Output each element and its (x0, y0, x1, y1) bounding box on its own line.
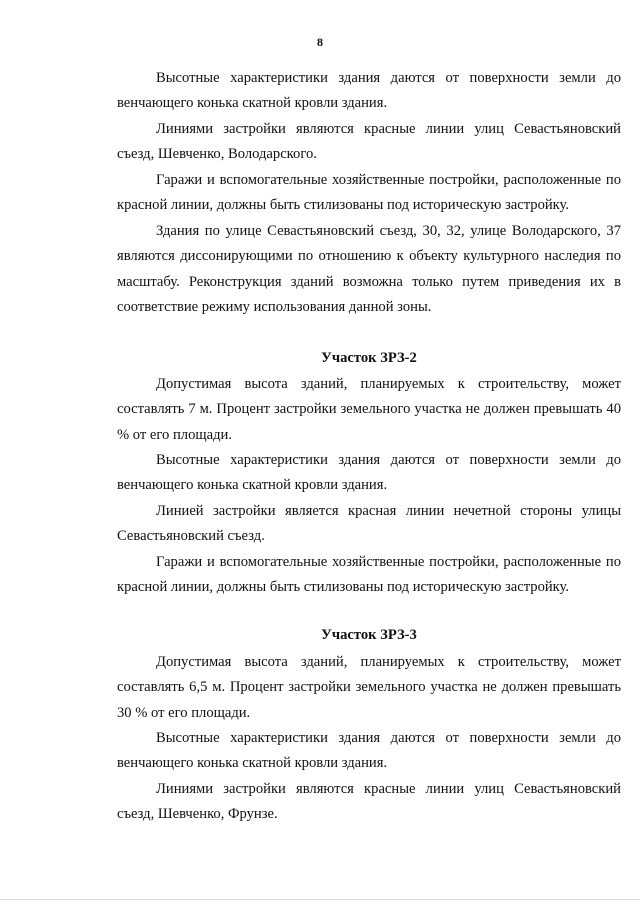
paragraph: Линиями застройки являются красные линии улиц Севастьяновский съезд, Шевченко, Фрунзе. (117, 781, 621, 823)
paragraph: Высотные характеристики здания даются от поверхности земли до венчающего конька скатной кровли здания. (117, 730, 621, 772)
paragraph: Высотные характеристики здания даются от поверхности земли до венчающего конька скатной кровли здания. (117, 70, 621, 112)
paragraph: Линией застройки является красная линии нечетной стороны улицы Севастьяновский съезд. (117, 503, 621, 545)
paragraph: Линиями застройки являются красные линии улиц Севастьяновский съезд, Шевченко, Володарского. (117, 121, 621, 163)
paragraph: Высотные характеристики здания даются от поверхности земли до венчающего конька скатной кровли здания. (117, 452, 621, 494)
paragraph: Допустимая высота зданий, планируемых к строительству, может составлять 6,5 м. Процент застройки земельного участка не должен превышать 30 % от его площади. (117, 654, 621, 721)
paragraph: Гаражи и вспомогательные хозяйственные постройки, расположенные по красной линии, должны быть стилизованы под историческую застройку. (117, 172, 621, 214)
paragraph: Допустимая высота зданий, планируемых к строительству, может составлять 7 м. Процент застройки земельного участка не должен превышать 40 % от его площади. (117, 376, 621, 443)
page-bottom-divider (0, 899, 640, 900)
section-heading: Участок ЗРЗ-3 (321, 627, 417, 643)
paragraph: Гаражи и вспомогательные хозяйственные постройки, расположенные по красной линии, должны быть стилизованы под историческую застройку. (117, 554, 621, 596)
section-heading: Участок ЗРЗ-2 (321, 350, 417, 366)
page-number: 8 (317, 35, 323, 49)
paragraph: Здания по улице Севастьяновский съезд, 30, 32, улице Володарского, 37 являются диссонирующими по отношению к объекту культурного наследия по масштабу. Реконструкция зданий возможна только путем приведения их в соответствие режиму использования данной зоны. (117, 223, 621, 316)
